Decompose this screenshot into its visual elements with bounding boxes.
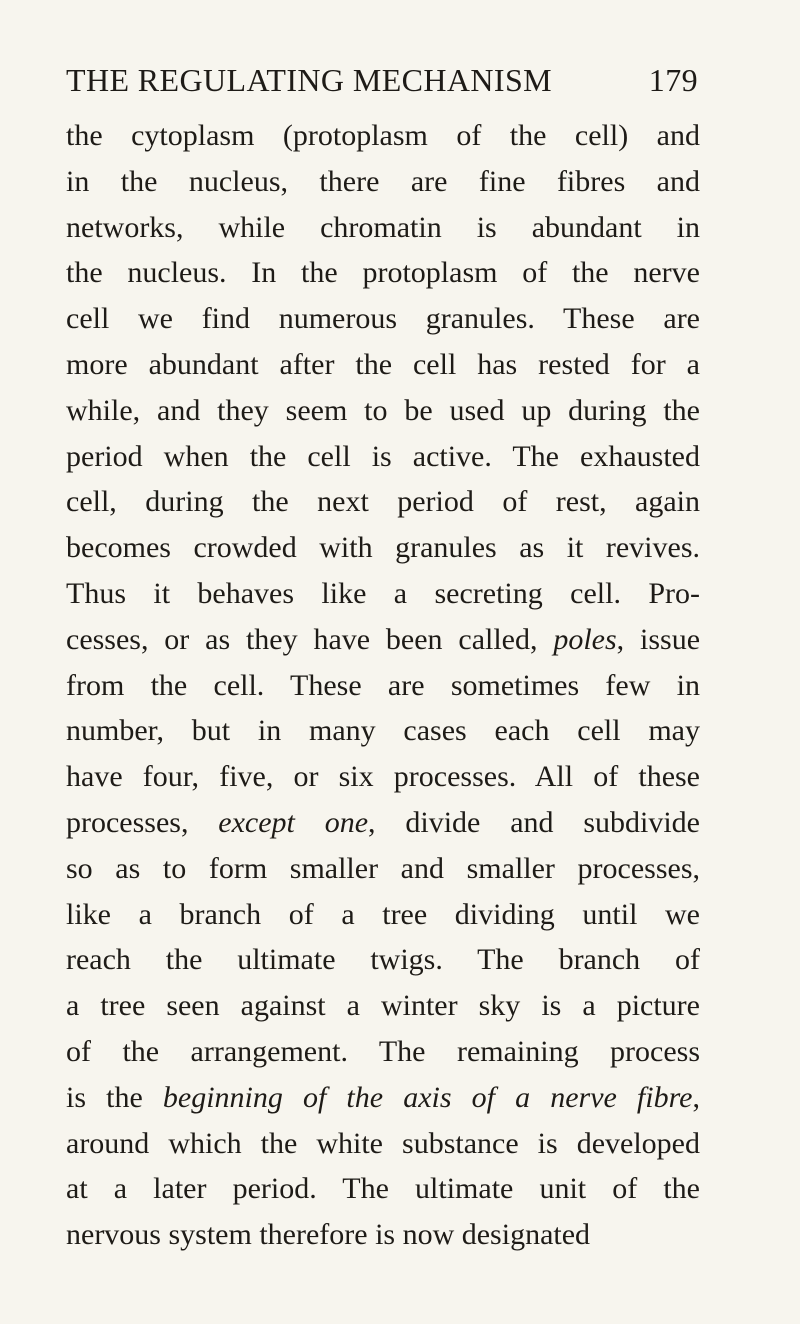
text-segment: cesses, or as they have been called, (66, 622, 554, 656)
text-segment: so as to form smaller and smaller processes, (66, 851, 700, 885)
italic-text: poles (553, 622, 617, 656)
body-text (66, 113, 700, 1258)
text-segment: the cytoplasm (protoplasm of the cell) and (66, 119, 700, 152)
text-segment: around which the white substance is developed (66, 1126, 700, 1160)
text-line (66, 983, 700, 1029)
text-segment: period when the cell is active. The exhausted (66, 439, 700, 473)
text-segment: more abundant after the cell has rested for a (66, 347, 700, 381)
text-line (66, 846, 700, 892)
text-line (66, 1029, 700, 1075)
text-segment: processes, (66, 805, 219, 839)
text-line (66, 1121, 700, 1167)
text-segment: number, but in many cases each cell may (66, 714, 700, 748)
text-line (66, 1166, 700, 1212)
text-segment: of the arrangement. The remaining process (66, 1034, 700, 1068)
text-segment: like a branch of a tree dividing until we (66, 897, 700, 931)
text-segment: is the (66, 1080, 163, 1114)
text-line (66, 296, 700, 342)
text-segment: the nucleus. In the protoplasm of the nerve (66, 256, 700, 290)
text-line (66, 434, 700, 480)
text-line (66, 525, 700, 571)
text-segment: cell, during the next period of rest, again (66, 485, 700, 519)
running-head (66, 62, 698, 108)
text-line (66, 250, 700, 296)
text-line (66, 571, 700, 617)
text-segment: while, and they seem to be used up during the (66, 393, 700, 427)
text-line (66, 1212, 700, 1258)
text-line (66, 159, 700, 205)
text-segment: in the nucleus, there are fine fibres and (66, 164, 700, 198)
text-line (66, 205, 700, 251)
italic-text: except one (218, 805, 369, 839)
text-line (66, 617, 700, 663)
text-segment: , issue (616, 622, 700, 656)
text-segment: have four, five, or six processes. All of these (66, 760, 700, 794)
text-line (66, 663, 700, 709)
text-segment: at a later period. The ultimate unit of the (66, 1172, 700, 1206)
text-segment: nervous system therefore is now designated (66, 1218, 591, 1252)
text-line (66, 708, 700, 754)
text-line (66, 892, 700, 938)
text-segment: from the cell. These are sometimes few in (66, 668, 700, 702)
text-segment: a tree seen against a winter sky is a picture (66, 989, 700, 1023)
text-line (66, 1075, 700, 1121)
page-number: 179 (648, 62, 698, 98)
text-line (66, 479, 700, 525)
text-segment: networks, while chromatin is abundant in (66, 210, 700, 244)
text-segment: , (692, 1080, 700, 1114)
text-line (66, 754, 700, 800)
text-line (66, 388, 700, 434)
text-segment: becomes crowded with granules as it revives. (66, 531, 700, 565)
text-segment: Thus it behaves like a secreting cell. Pro- (66, 576, 700, 610)
text-line (66, 113, 700, 159)
text-segment: , divide and subdivide (368, 805, 700, 839)
text-segment: cell we find numerous granules. These are (66, 302, 700, 336)
text-line (66, 937, 700, 983)
text-line (66, 342, 700, 388)
running-head-title: THE REGULATING MECHANISM (66, 62, 553, 98)
text-line (66, 800, 700, 846)
text-segment: reach the ultimate twigs. The branch of (66, 943, 700, 977)
italic-text: beginning of the axis of a nerve fibre (162, 1080, 693, 1114)
